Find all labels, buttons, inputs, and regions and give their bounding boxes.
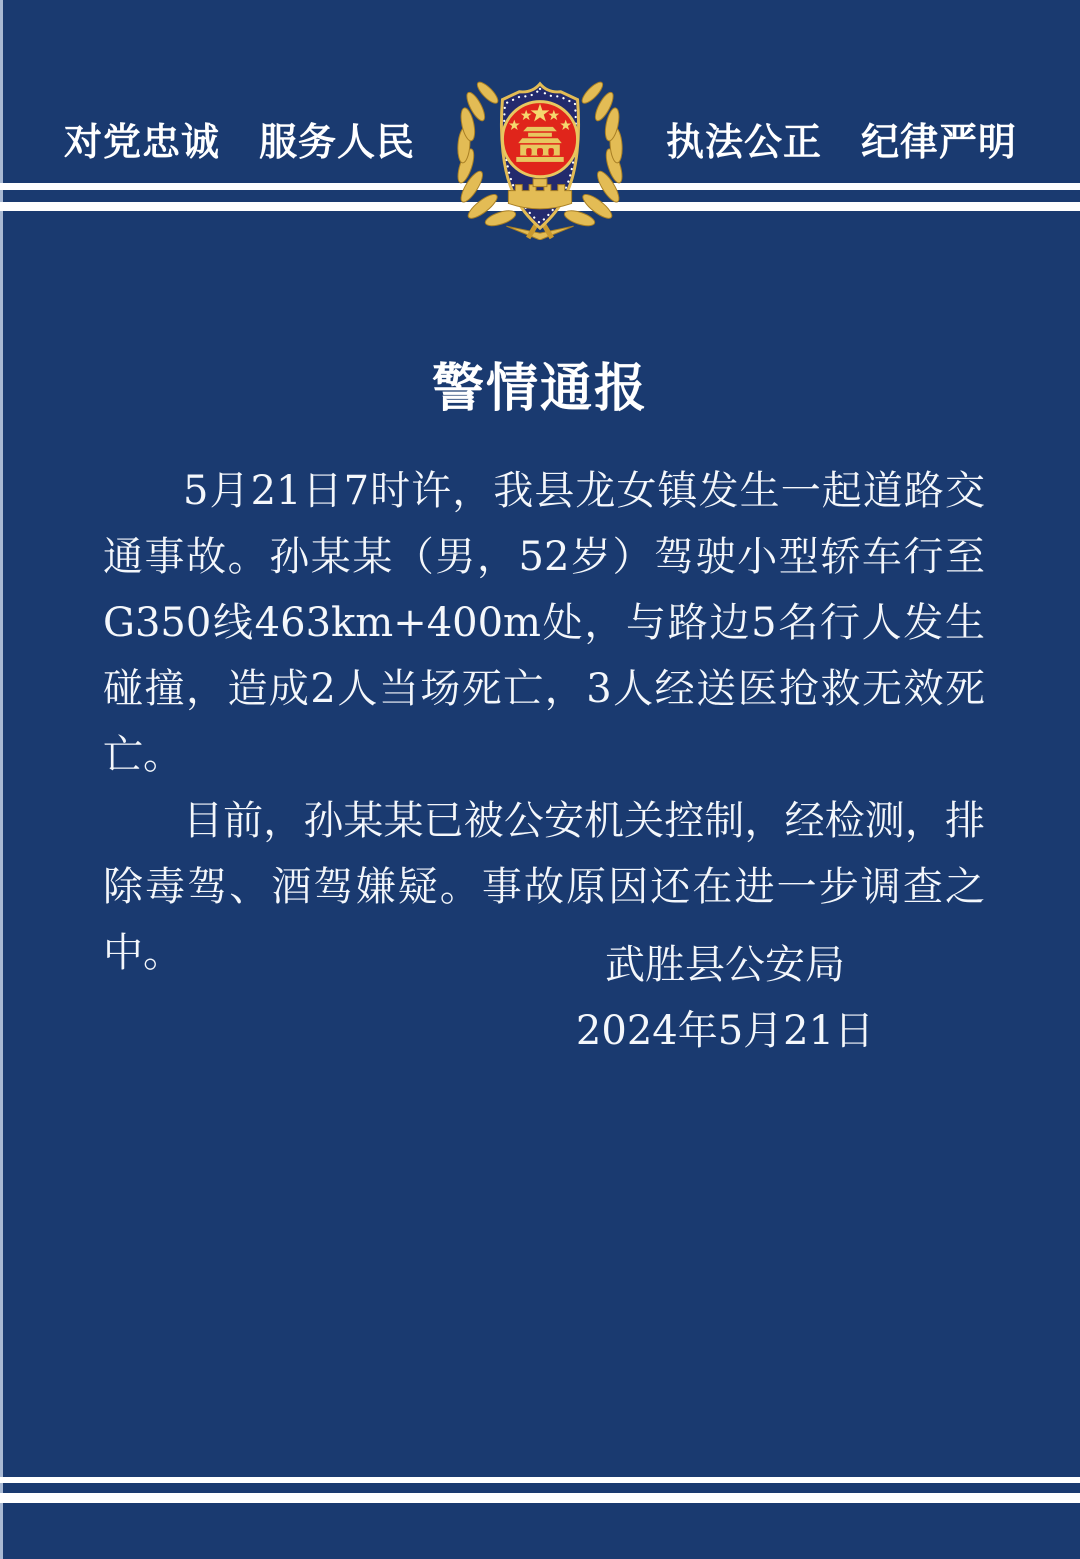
signature-date: 2024年5月21日 — [575, 1008, 875, 1054]
notice-body — [103, 458, 985, 986]
signature-agency: 武胜县公安局 — [605, 942, 845, 988]
notice-title: 警情通报 — [431, 358, 648, 419]
footer-rule-thin — [0, 1477, 1080, 1483]
slogan-left: 对党忠诚 服务人民 — [64, 120, 416, 164]
page-left-edge — [0, 0, 3, 1559]
police-badge-icon — [441, 70, 639, 240]
signature-block — [555, 932, 895, 1064]
notice-paragraph-1: 5月21日7时许，我县龙女镇发生一起道路交通事故。孙某某（男，52岁）驾驶小型轿车行至G350线463km+400m处，与路边5名行人发生碰撞，造成2人当场死亡，3人经送医抢救无效死亡。 — [103, 468, 985, 778]
footer-rule-thick — [0, 1493, 1080, 1503]
notice-paragraph-2: 目前，孙某某已被公安机关控制，经检测，排除毒驾、酒驾嫌疑。事故原因还在进一步调查之中。 — [103, 798, 985, 976]
slogan-right: 执法公正 纪律严明 — [665, 120, 1017, 164]
